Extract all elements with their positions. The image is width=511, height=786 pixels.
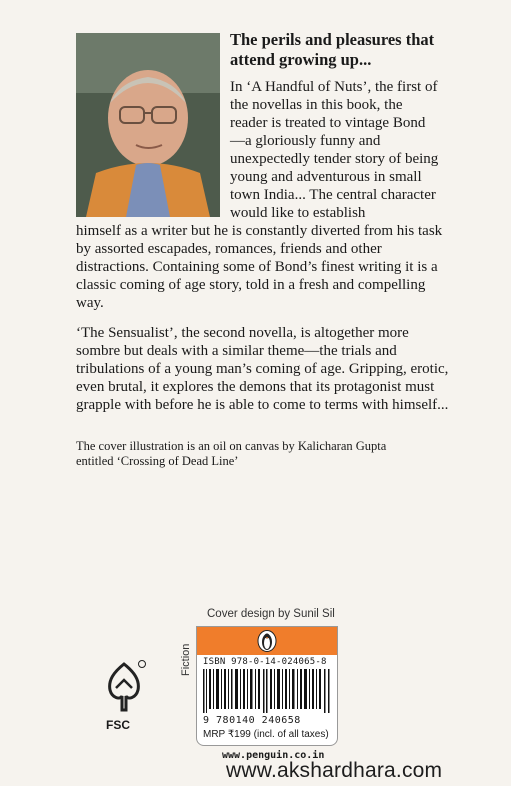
blurb-paragraph-1-top: In ‘A Handful of Nuts’, the first of the novellas in this book, the reader is treated to vintage Bond —a gloriously funny and unexpectedly tender story of being young and adventurous in small town India... The central character would like to establish bbox=[230, 79, 439, 221]
author-photo bbox=[76, 33, 220, 217]
barcode-panel bbox=[196, 626, 338, 746]
price-label: MRP ₹199 (incl. of all taxes) bbox=[203, 729, 329, 740]
author-portrait-image bbox=[76, 33, 220, 217]
category-label: Fiction bbox=[180, 643, 192, 676]
watermark-text: www.akshardhara.com bbox=[226, 759, 443, 782]
illustration-credit: The cover illustration is an oil on canvas by Kalicharan Gupta entitled ‘Crossing of Dead Line’ bbox=[76, 439, 387, 468]
fsc-label: FSC bbox=[106, 718, 130, 732]
barcode-image bbox=[203, 669, 331, 713]
tagline-heading: The perils and pleasures that attend growing up... bbox=[230, 30, 435, 69]
cover-design-credit: Cover design by Sunil Sil bbox=[207, 608, 335, 620]
blurb-paragraph-1-bottom: himself as a writer but he is constantly diverted from his task by assorted escapades, romances, friends and other distractions. Containing some of Bond’s finest writing it is a classic coming of age story, told in a fresh and compelling way. bbox=[76, 223, 443, 311]
publisher-band bbox=[197, 627, 337, 655]
blurb-paragraph-2: ‘The Sensualist’, the second novella, is altogether more sombre but deals with a similar theme—the trials and tribulations of a young man’s coming of age. Gripping, erotic, even brutal, it explores the demons that its protagonist must grapple with before he is able to come to terms with himself... bbox=[76, 325, 449, 413]
fsc-tree-icon bbox=[100, 658, 148, 718]
isbn-text: ISBN 978-0-14-024065-8 bbox=[203, 657, 327, 667]
publisher-website: www.penguin.co.in bbox=[222, 750, 325, 761]
penguin-logo-icon bbox=[257, 630, 277, 652]
barcode-number: 9 780140 240658 bbox=[203, 715, 301, 726]
